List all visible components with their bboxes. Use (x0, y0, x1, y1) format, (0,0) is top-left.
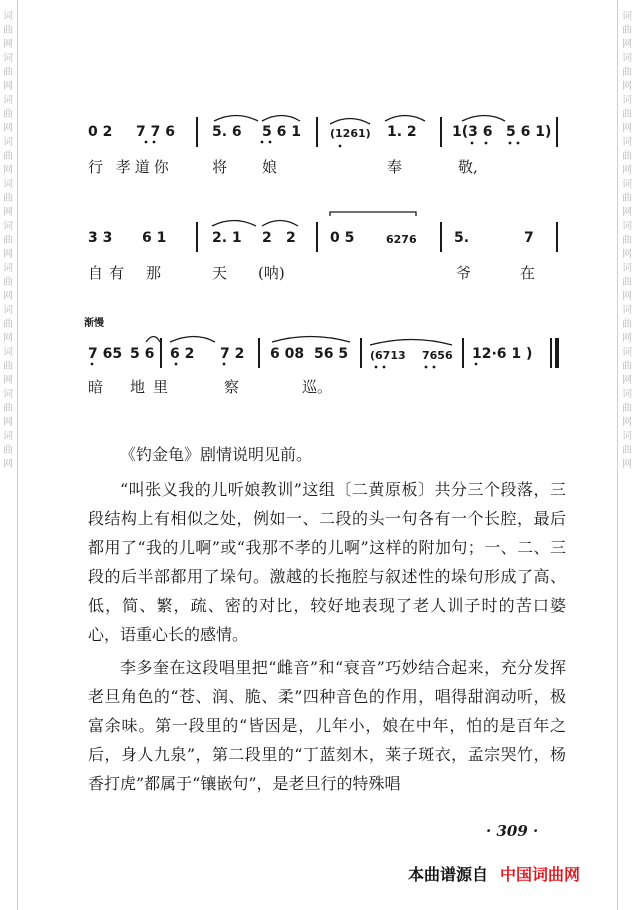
score-note: 56 5 (314, 346, 349, 362)
score-note: 6 2 (170, 346, 195, 362)
score-note: 7 65 (88, 346, 123, 362)
score-note: 6276 (386, 233, 417, 246)
lyric: 奉 (387, 158, 403, 176)
score-note: 0 5 (330, 230, 355, 246)
footer-site-name: 中国词曲网 (500, 865, 581, 884)
score-note: 5 6 1 (262, 124, 301, 140)
score-note: 5 6 1) (506, 124, 552, 140)
score-note: 7 (524, 230, 534, 246)
score-note: 5 6 (130, 346, 155, 362)
score-note: 7 2 (220, 346, 245, 362)
score-note: 7656 (422, 349, 453, 362)
lyric: 那 (146, 264, 162, 282)
score-note: 3 3 (88, 230, 113, 246)
lyric: 敬, (458, 158, 478, 176)
score-note: 6 1 (142, 230, 167, 246)
score-note: (1261) (330, 127, 371, 140)
lyric: 行 孝道你 (88, 158, 173, 176)
tempo-marking: 渐慢 (84, 318, 104, 329)
score-note: 0 2 (88, 124, 113, 140)
music-score (0, 0, 635, 420)
score-note: 12·6 1 ) (472, 346, 533, 362)
lyric: 在 (520, 264, 536, 282)
lyric: 天 (212, 264, 228, 282)
paragraph: 《钓金龟》剧情说明见前。 (120, 445, 313, 464)
score-note: 2 (286, 230, 296, 246)
score-note: 2. 1 (212, 230, 242, 246)
watermark-left: 词曲网词曲网词曲网词曲网词曲网词曲网词曲网词曲网词曲网词曲网词曲网 (3, 11, 13, 470)
watermark-right: 词曲网词曲网词曲网词曲网词曲网词曲网词曲网词曲网词曲网词曲网词曲网 (622, 11, 632, 470)
lyric: 察 (224, 378, 240, 396)
lyric: 暗 (88, 378, 104, 396)
paragraph: “叫张义我的儿听娘教训”这组〔二黄原板〕共分三个段落，三段结构上有相似之处，例如一、二段的头一句各有一个长腔，最后都用了“我的儿啊”或“我那不孝的儿啊”这样的附加句；一、二、三段的后半部都用了垛句。激越的长拖腔与叙述性的垛句形成了高、低，简、繁，疏、密的对比，较好地表现了老人训子时的苦口婆心，语重心长的感情。 (88, 480, 566, 644)
commentary-body (88, 440, 566, 798)
paragraph: 李多奎在这段唱里把“雌音”和“衰音”巧妙结合起来，充分发挥老旦角色的“苍、润、脆、柔”四种音色的作用，唱得甜润动听，极富余味。第一段里的“皆因是，儿年小，娘在中年，怕的是百年之后，身人九泉”，第二段里的“丁蓝刻木，莱子斑衣，孟宗哭竹，杨香打虎”都属于“镶嵌句”，是老旦行的特殊唱 (88, 658, 566, 793)
footer-source-label: 本曲谱源自 (408, 865, 489, 884)
lyric: (呐) (258, 264, 285, 282)
lyric: 自有 (88, 264, 131, 282)
score-note: 7 7 6 (136, 124, 175, 140)
score-note: 6 08 (270, 346, 305, 362)
score-note: 1. 2 (387, 124, 417, 140)
score-note: 1(3 6 (452, 124, 493, 140)
lyric: 地里 (130, 378, 177, 396)
score-note: 2 (262, 230, 272, 246)
lyric: 将 (212, 158, 228, 176)
score-note: 5. 6 (212, 124, 242, 140)
lyric: 娘 (262, 158, 278, 176)
lyric: 爷 (456, 264, 472, 282)
score-note: (6713 (370, 349, 406, 362)
lyric: 巡。 (302, 378, 333, 396)
score-note: 5. (454, 230, 470, 246)
page-number: · 309 · (486, 822, 539, 840)
score-slurs (0, 0, 635, 420)
footer-credit (408, 862, 580, 885)
